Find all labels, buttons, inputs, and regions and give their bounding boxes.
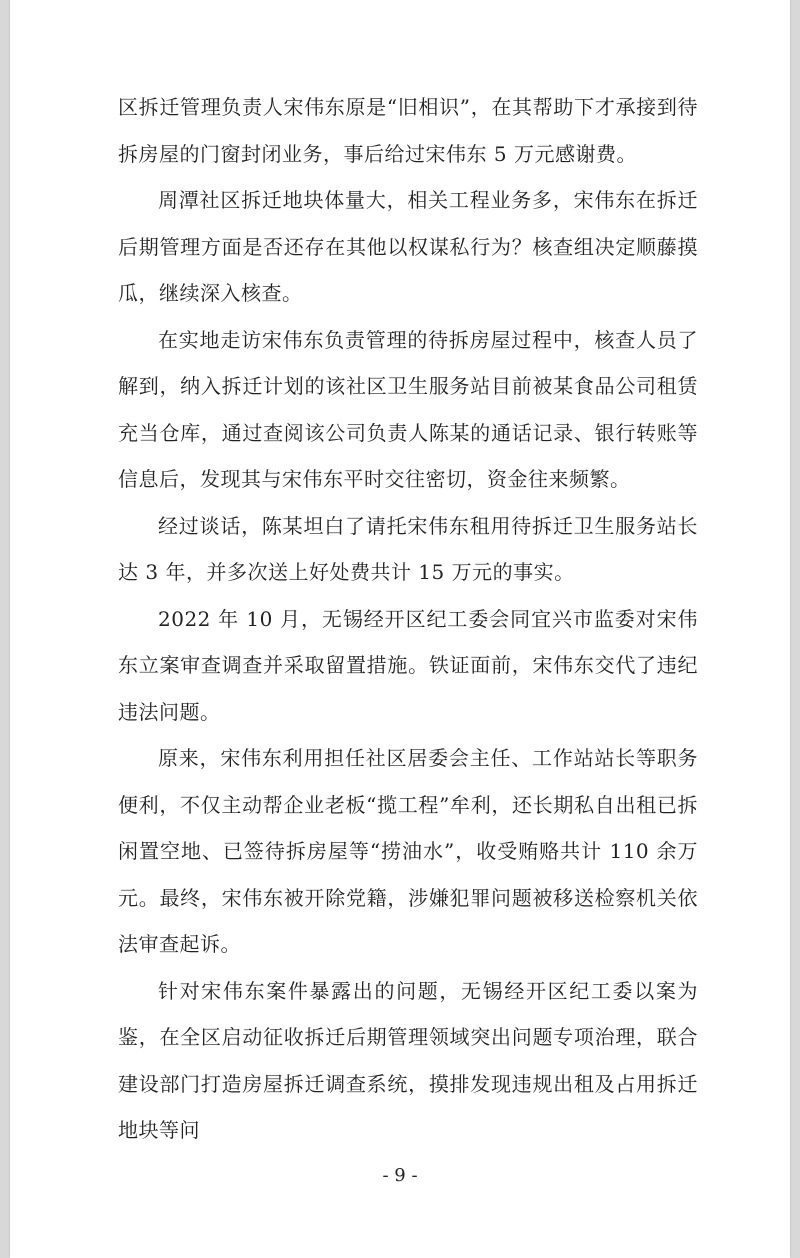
paragraph-1: 区拆迁管理负责人宋伟东原是“旧相识”，在其帮助下才承接到待拆房屋的门窗封闭业务，事后给过宋伟东 5 万元感谢费。 (118, 95, 698, 166)
document-body (118, 84, 698, 1154)
page-number: - 9 - (382, 1165, 418, 1186)
document-page (10, 0, 790, 1258)
paragraph-3: 在实地走访宋伟东负责管理的待拆房屋过程中，核查人员了解到，纳入拆迁计划的该社区卫生服务站目前被某食品公司租赁充当仓库，通过查阅该公司负责人陈某的通话记录、银行转账等信息后，发现其与宋伟东平时交往密切，资金往来频繁。 (118, 327, 698, 491)
paragraph-7: 针对宋伟东案件暴露出的问题，无锡经开区纪工委以案为鉴，在全区启动征收拆迁后期管理领域突出问题专项治理，联合建设部门打造房屋拆迁调查系统，摸排发现违规出租及占用拆迁地块等问 (118, 978, 698, 1142)
paragraph-4: 经过谈话，陈某坦白了请托宋伟东租用待拆迁卫生服务站长达 3 年，并多次送上好处费共计 15 万元的事实。 (118, 513, 698, 584)
paragraph-2: 周潭社区拆迁地块体量大，相关工程业务多，宋伟东在拆迁后期管理方面是否还存在其他以权谋私行为？核查组决定顺藤摸瓜，继续深入核查。 (118, 188, 698, 305)
paragraph-6: 原来，宋伟东利用担任社区居委会主任、工作站站长等职务便利，不仅主动帮企业老板“揽工程”牟利，还长期私自出租已拆闲置空地、已签待拆房屋等“捞油水”，收受贿赂共计 110 余万元。最终，宋伟东被开除党籍，涉嫌犯罪问题被移送检察机关依法审查起诉。 (118, 746, 698, 956)
paragraph-5: 2022 年 10 月，无锡经开区纪工委会同宜兴市监委对宋伟东立案审查调查并采取留置措施。铁证面前，宋伟东交代了违纪违法问题。 (118, 606, 698, 724)
